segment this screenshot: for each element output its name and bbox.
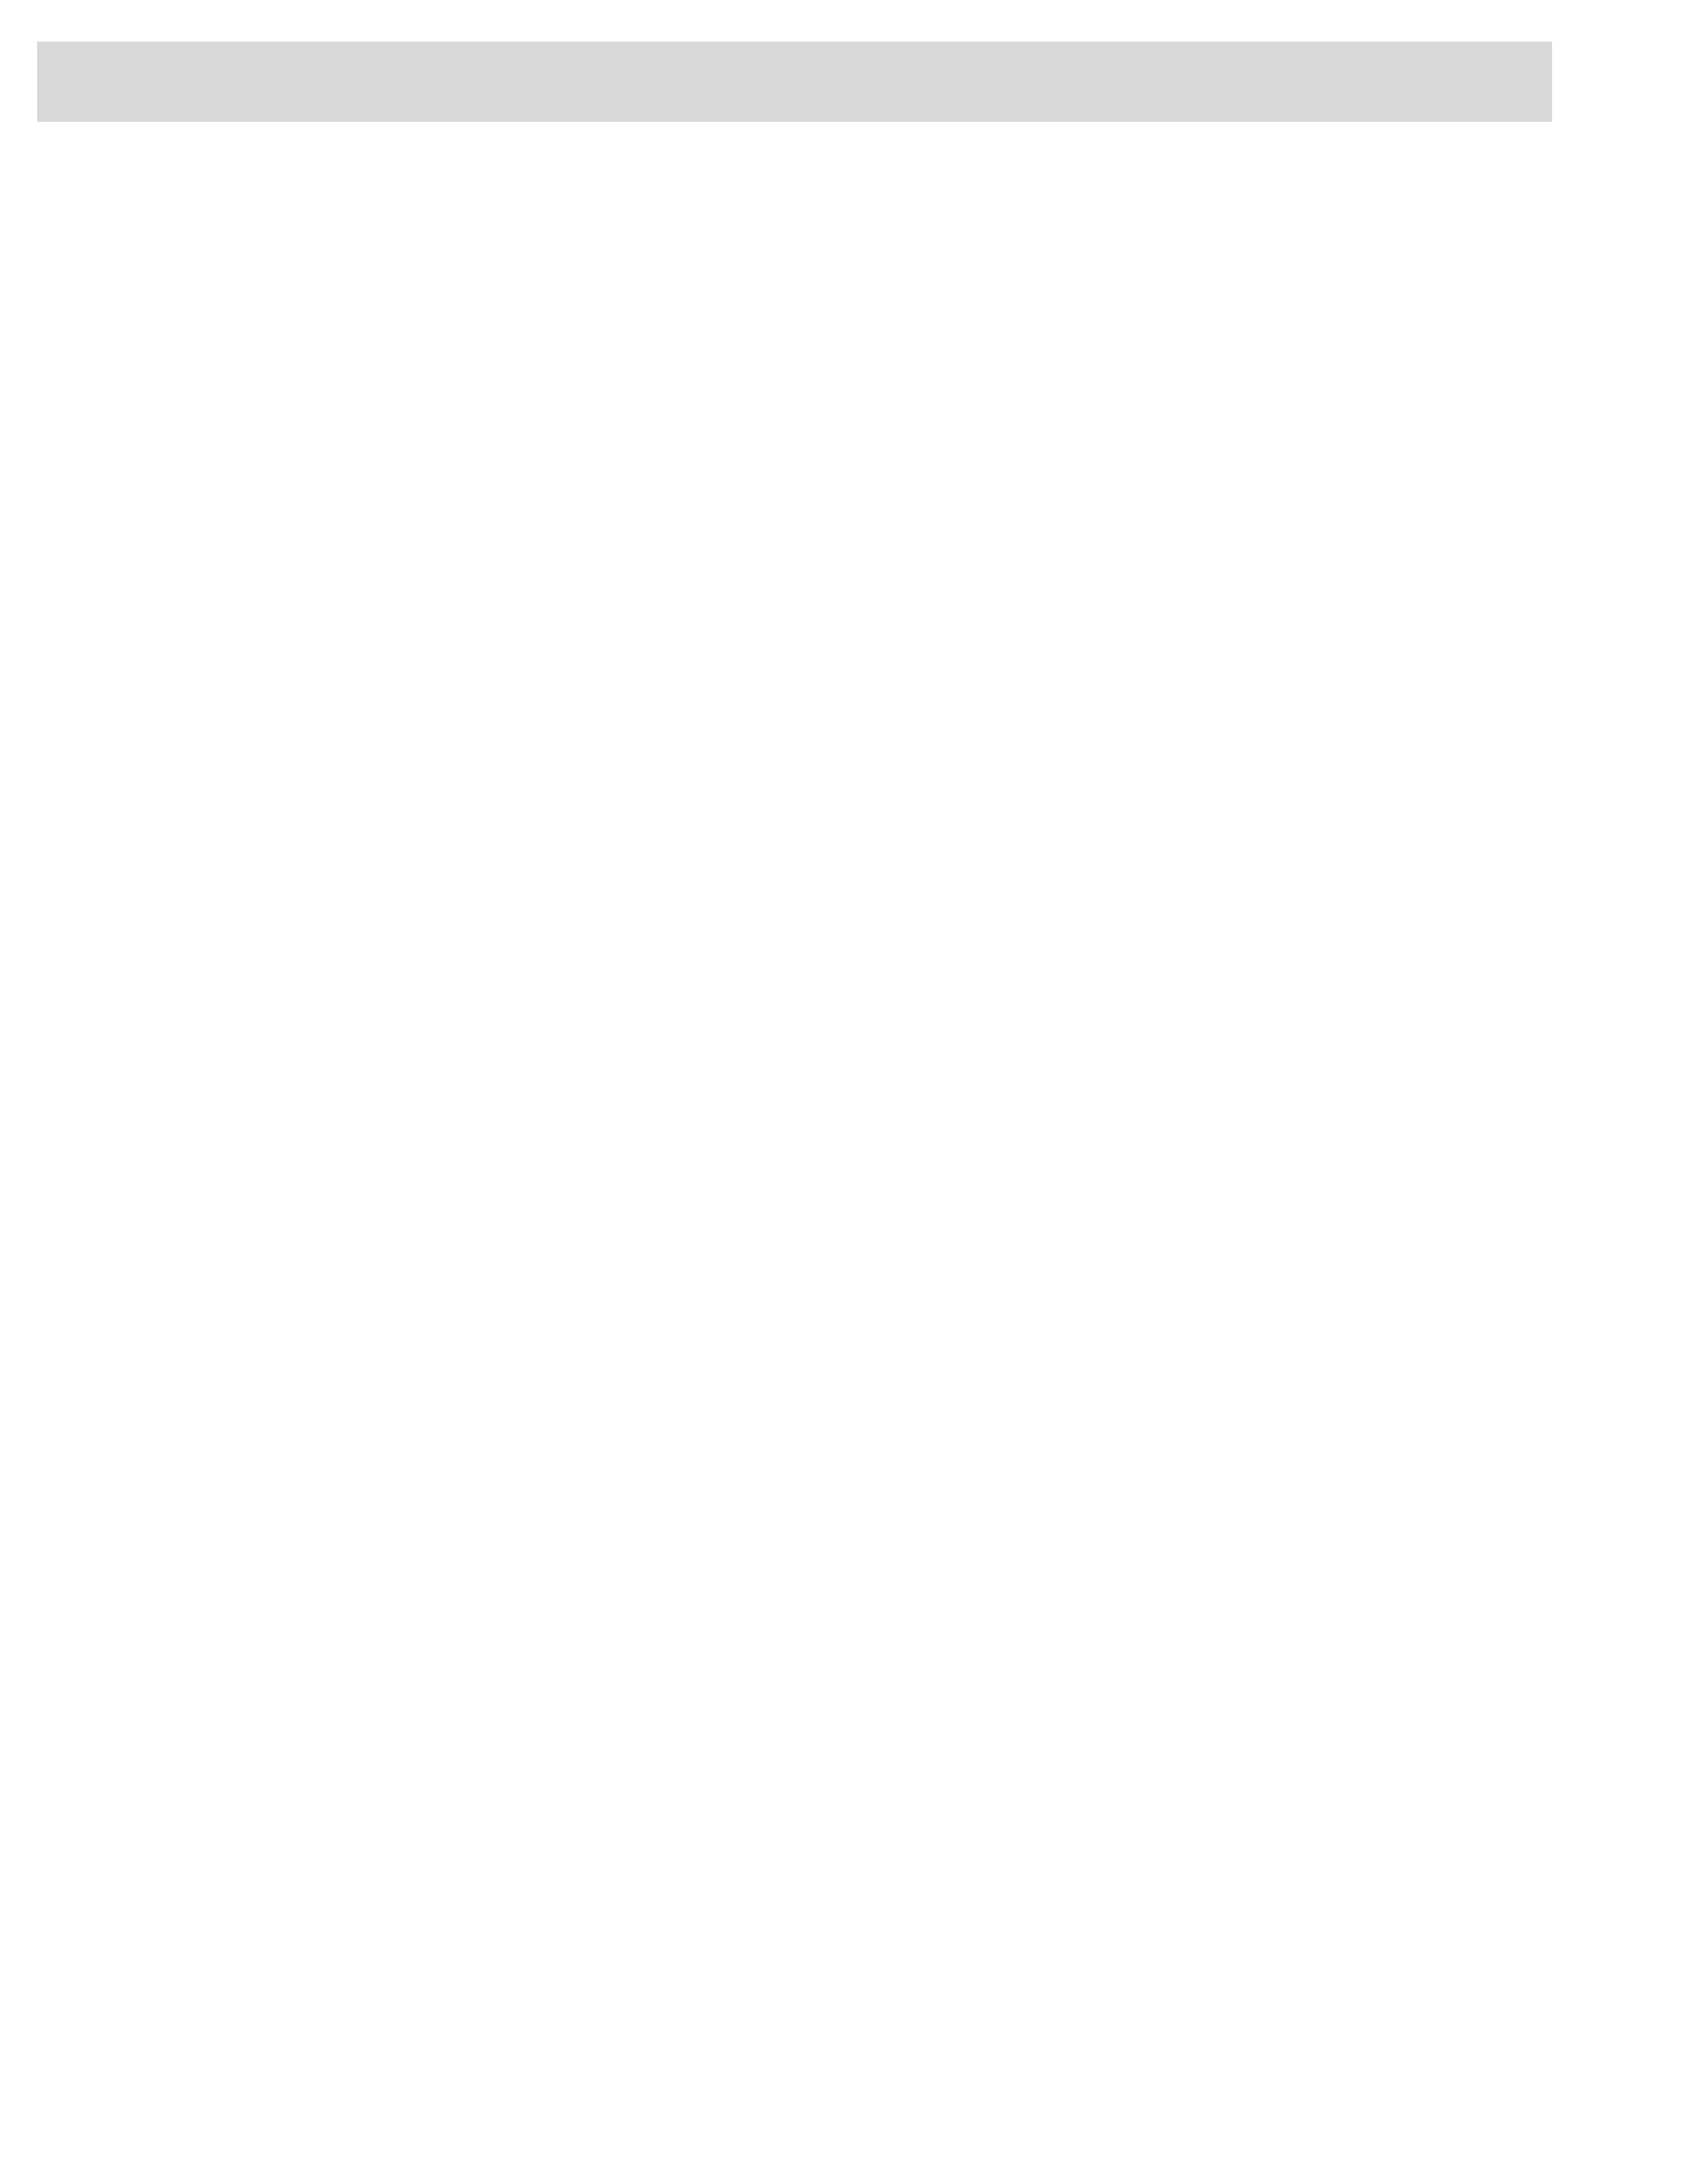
table-header-background bbox=[37, 42, 1552, 122]
